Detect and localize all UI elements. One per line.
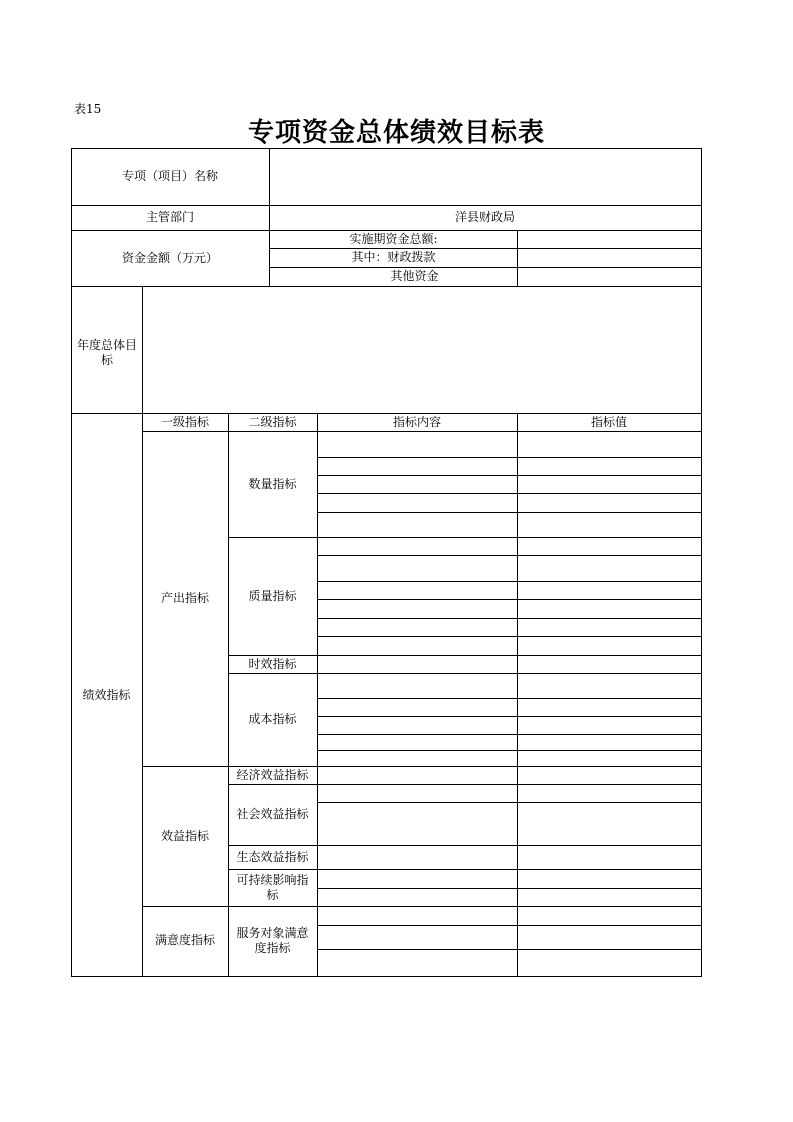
row-divider bbox=[317, 599, 702, 600]
annual-goal-label: 年度总体目标 bbox=[76, 338, 137, 367]
quantity-indicators-label: 数量指标 bbox=[248, 476, 297, 491]
sustainable-impact-label: 可持续影响指标 bbox=[236, 872, 309, 902]
funds-other-label: 其他资金 bbox=[390, 269, 439, 283]
col-divider bbox=[517, 413, 518, 977]
row-divider bbox=[317, 618, 702, 619]
page-title: 专项资金总体绩效目标表 bbox=[247, 118, 545, 148]
row-divider bbox=[317, 555, 702, 556]
col-divider bbox=[317, 413, 318, 977]
funds-fiscal-input[interactable] bbox=[518, 248, 700, 267]
social-benefit-label: 社会效益指标 bbox=[236, 807, 309, 821]
project-name-label: 专项（项目）名称 bbox=[121, 169, 218, 183]
funds-total-input[interactable] bbox=[518, 230, 700, 248]
table-number-label: 表15 bbox=[74, 102, 102, 116]
row-divider bbox=[317, 581, 702, 582]
row-divider bbox=[317, 888, 702, 889]
performance-indicators-label: 绩效指标 bbox=[82, 687, 131, 702]
project-name-field[interactable] bbox=[270, 148, 700, 205]
funds-total-label: 实施期资金总额: bbox=[349, 231, 438, 246]
header-level1: 一级指标 bbox=[160, 414, 209, 429]
row-divider bbox=[317, 475, 702, 476]
row-divider bbox=[317, 493, 702, 494]
row-divider bbox=[317, 949, 702, 950]
row-divider bbox=[317, 716, 702, 717]
header-level2: 二级指标 bbox=[248, 414, 297, 429]
row-divider bbox=[317, 636, 702, 637]
row-divider bbox=[317, 457, 702, 458]
department-label: 主管部门 bbox=[145, 210, 194, 224]
row-divider bbox=[317, 802, 702, 803]
economic-benefit-label: 经济效益指标 bbox=[236, 767, 309, 782]
annual-goal-field[interactable] bbox=[143, 287, 700, 413]
service-satisfaction-label: 服务对象满意度指标 bbox=[236, 925, 309, 955]
header-content: 指标内容 bbox=[392, 414, 441, 429]
funds-fiscal-label: 其中：财政拨款 bbox=[351, 250, 436, 264]
header-value: 指标值 bbox=[590, 414, 627, 429]
row-divider bbox=[317, 512, 702, 513]
funds-label: 资金金额（万元） bbox=[121, 250, 218, 265]
quality-indicators-label: 质量指标 bbox=[248, 588, 297, 603]
row-divider bbox=[317, 698, 702, 699]
output-indicators-label: 产出指标 bbox=[160, 591, 209, 605]
row-divider bbox=[317, 734, 702, 735]
department-value[interactable]: 洋县财政局 bbox=[454, 210, 515, 224]
row-divider bbox=[317, 925, 702, 926]
performance-goal-form bbox=[71, 148, 702, 977]
ecological-benefit-label: 生态效益指标 bbox=[236, 849, 309, 864]
benefit-indicators-label: 效益指标 bbox=[160, 828, 209, 843]
satisfaction-indicators-label: 满意度指标 bbox=[154, 933, 215, 947]
cost-indicators-label: 成本指标 bbox=[248, 712, 297, 726]
funds-other-input[interactable] bbox=[518, 267, 700, 286]
row-divider bbox=[317, 750, 702, 751]
timeliness-indicators-label: 时效指标 bbox=[248, 656, 297, 671]
